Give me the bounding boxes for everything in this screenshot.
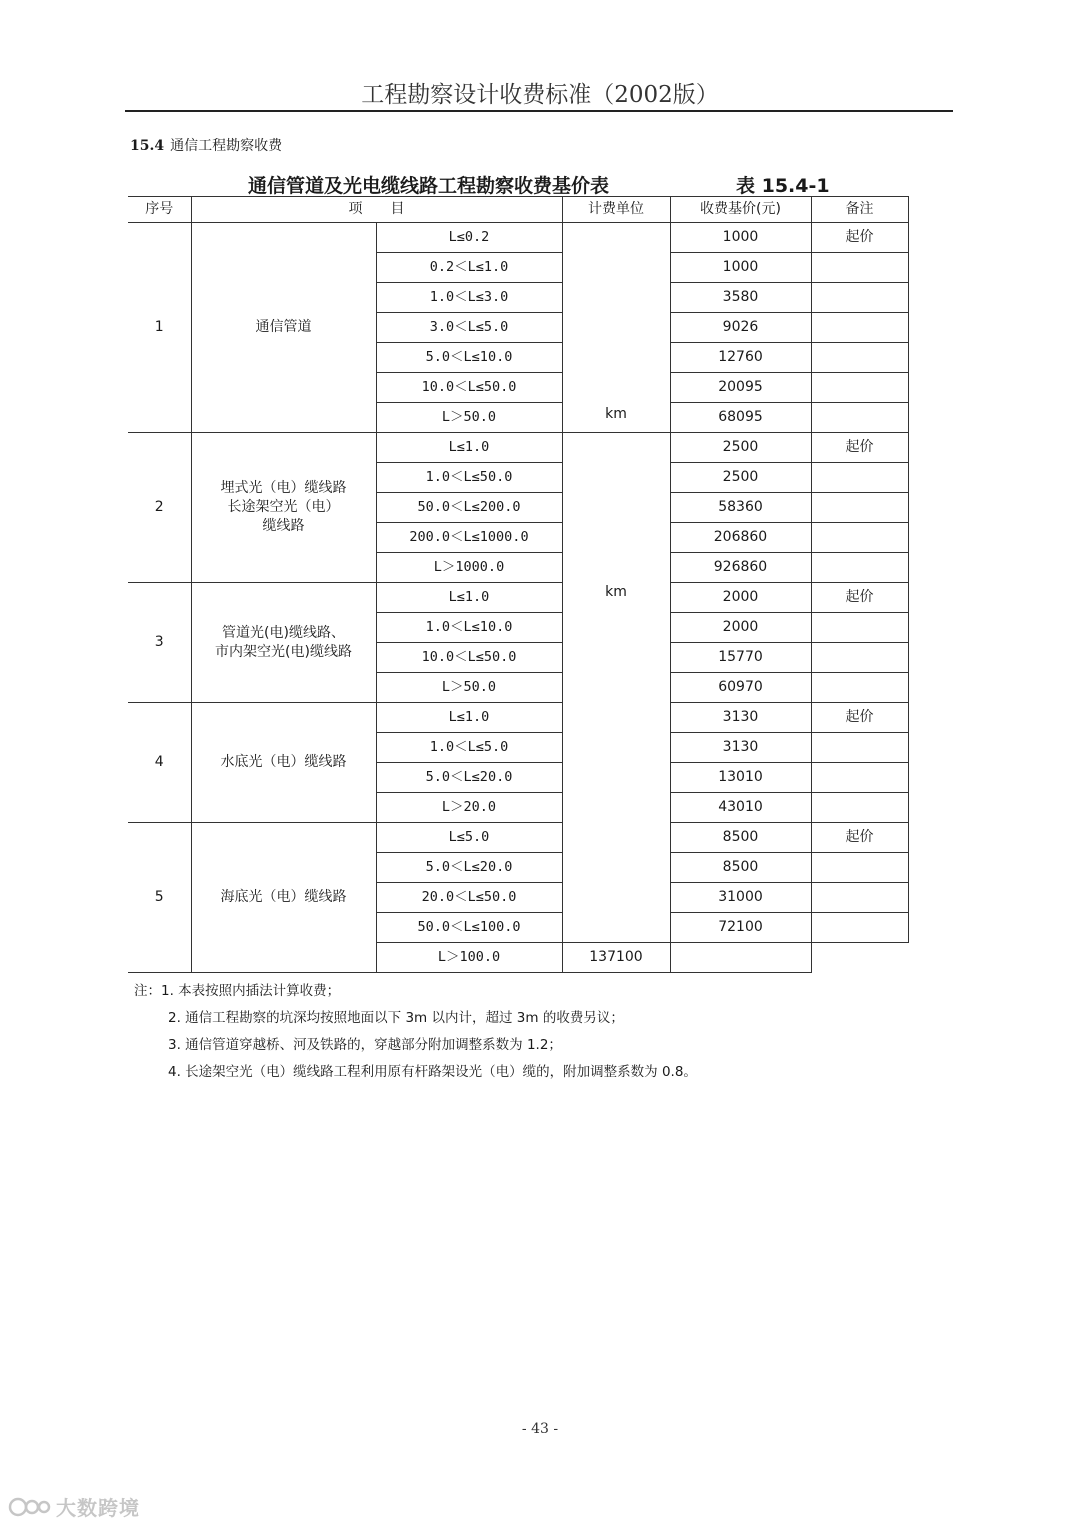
section-number: 15.4 xyxy=(130,138,165,154)
header-price: 收费基价(元) xyxy=(670,197,811,223)
header-seq: 序号 xyxy=(128,197,191,223)
notes-label: 注： xyxy=(134,983,161,999)
price-cell: 2000 xyxy=(670,583,811,613)
remark-cell xyxy=(811,523,908,553)
price-cell: 12760 xyxy=(670,343,811,373)
remark-cell xyxy=(811,793,908,823)
unit-cell xyxy=(562,223,670,433)
remark-cell xyxy=(811,853,908,883)
remark-cell xyxy=(811,733,908,763)
range-cell: 50.0＜L≤200.0 xyxy=(376,493,562,523)
group-name: 通信管道 xyxy=(191,223,376,433)
remark-cell xyxy=(811,463,908,493)
note-item xyxy=(134,978,697,1005)
group-seq: 1 xyxy=(128,223,191,433)
range-cell: 10.0＜L≤50.0 xyxy=(376,643,562,673)
range-cell: 50.0＜L≤100.0 xyxy=(376,913,562,943)
group-seq: 3 xyxy=(128,583,191,703)
price-cell: 8500 xyxy=(670,853,811,883)
remark-cell xyxy=(811,313,908,343)
price-cell: 2500 xyxy=(670,433,811,463)
range-cell: 1.0＜L≤3.0 xyxy=(376,283,562,313)
group-name: 管道光(电)缆线路、 市内架空光(电)缆线路 xyxy=(191,583,376,703)
remark-cell: 起价 xyxy=(811,703,908,733)
group-seq: 4 xyxy=(128,703,191,823)
price-cell: 137100 xyxy=(562,943,670,973)
price-cell: 3130 xyxy=(670,703,811,733)
group-seq: 2 xyxy=(128,433,191,583)
range-cell: 0.2＜L≤1.0 xyxy=(376,253,562,283)
range-cell: L≤1.0 xyxy=(376,433,562,463)
range-cell: 200.0＜L≤1000.0 xyxy=(376,523,562,553)
header-divider xyxy=(125,110,953,112)
range-cell: 3.0＜L≤5.0 xyxy=(376,313,562,343)
price-cell: 1000 xyxy=(670,223,811,253)
remark-cell xyxy=(811,883,908,913)
range-cell: 5.0＜L≤10.0 xyxy=(376,343,562,373)
section-title: 通信工程勘察收费 xyxy=(170,138,283,154)
price-cell: 68095 xyxy=(670,403,811,433)
table-number: 表 15.4-1 xyxy=(736,175,830,197)
note-text: 1. 本表按照内插法计算收费； xyxy=(161,983,341,999)
range-cell: 1.0＜L≤50.0 xyxy=(376,463,562,493)
section-heading xyxy=(130,135,282,155)
group-seq: 5 xyxy=(128,823,191,973)
header-unit: 计费单位 xyxy=(562,197,670,223)
table-notes xyxy=(134,978,697,1086)
remark-cell: 起价 xyxy=(811,823,908,853)
note-text: 4. 长途架空光（电）缆线路工程利用原有杆路架设光（电）缆的，附加调整系数为 0.8。 xyxy=(168,1064,697,1080)
remark-cell xyxy=(811,613,908,643)
price-cell: 1000 xyxy=(670,253,811,283)
price-cell: 58360 xyxy=(670,493,811,523)
table-row xyxy=(128,823,908,853)
page-header-title: 工程勘察设计收费标准（2002版） xyxy=(361,82,719,108)
remark-cell: 起价 xyxy=(811,223,908,253)
remark-cell xyxy=(811,403,908,433)
remark-cell: 起价 xyxy=(811,433,908,463)
group-name: 埋式光（电）缆线路 长途架空光（电） 缆线路 xyxy=(191,433,376,583)
unit-label: km xyxy=(605,584,627,600)
remark-cell xyxy=(811,763,908,793)
table-row xyxy=(128,703,908,733)
price-cell: 2000 xyxy=(670,613,811,643)
range-cell: L≤1.0 xyxy=(376,583,562,613)
note-item xyxy=(134,1005,697,1032)
range-cell: L≤5.0 xyxy=(376,823,562,853)
remark-cell xyxy=(670,943,811,973)
range-cell: L＞1000.0 xyxy=(376,553,562,583)
price-cell: 206860 xyxy=(670,523,811,553)
price-cell: 31000 xyxy=(670,883,811,913)
group-name: 水底光（电）缆线路 xyxy=(191,703,376,823)
remark-cell xyxy=(811,913,908,943)
remark-cell xyxy=(811,643,908,673)
remark-cell xyxy=(811,253,908,283)
range-cell: 1.0＜L≤5.0 xyxy=(376,733,562,763)
price-cell: 43010 xyxy=(670,793,811,823)
range-cell: 20.0＜L≤50.0 xyxy=(376,883,562,913)
price-cell: 9026 xyxy=(670,313,811,343)
range-cell: L≤1.0 xyxy=(376,703,562,733)
watermark-logo-icon xyxy=(8,1495,52,1519)
remark-cell xyxy=(811,343,908,373)
price-cell: 15770 xyxy=(670,643,811,673)
note-item xyxy=(134,1059,697,1086)
range-cell: L＞50.0 xyxy=(376,403,562,433)
table-row xyxy=(128,223,908,253)
range-cell: 10.0＜L≤50.0 xyxy=(376,373,562,403)
remark-cell xyxy=(811,553,908,583)
range-cell: L＞50.0 xyxy=(376,673,562,703)
range-cell: 5.0＜L≤20.0 xyxy=(376,763,562,793)
remark-cell xyxy=(811,673,908,703)
price-cell: 60970 xyxy=(670,673,811,703)
page-number: - 43 - xyxy=(521,1421,559,1437)
range-cell: L＞20.0 xyxy=(376,793,562,823)
price-cell: 926860 xyxy=(670,553,811,583)
unit-label: km xyxy=(605,406,627,423)
note-text: 2. 通信工程勘察的坑深均按照地面以下 3m 以内计，超过 3m 的收费另议； xyxy=(168,1010,624,1026)
range-cell: L≤0.2 xyxy=(376,223,562,253)
fee-table xyxy=(128,196,909,973)
header-remark: 备注 xyxy=(811,197,908,223)
table-header-row xyxy=(128,197,908,223)
remark-cell xyxy=(811,373,908,403)
price-cell: 8500 xyxy=(670,823,811,853)
remark-cell xyxy=(811,283,908,313)
price-cell: 13010 xyxy=(670,763,811,793)
watermark xyxy=(8,1492,140,1521)
header-item: 项 目 xyxy=(191,197,562,223)
table-title: 通信管道及光电缆线路工程勘察收费基价表 xyxy=(248,175,610,197)
price-cell: 2500 xyxy=(670,463,811,493)
note-item xyxy=(134,1032,697,1059)
range-cell: 5.0＜L≤20.0 xyxy=(376,853,562,883)
group-name: 海底光（电）缆线路 xyxy=(191,823,376,973)
price-cell: 3580 xyxy=(670,283,811,313)
price-cell: 20095 xyxy=(670,373,811,403)
remark-cell xyxy=(811,493,908,523)
range-cell: L＞100.0 xyxy=(376,943,562,973)
unit-cell xyxy=(562,433,670,943)
table-row xyxy=(128,583,908,613)
watermark-text: 大数跨境 xyxy=(56,1496,140,1520)
table-row xyxy=(128,433,908,463)
range-cell: 1.0＜L≤10.0 xyxy=(376,613,562,643)
price-cell: 72100 xyxy=(670,913,811,943)
note-text: 3. 通信管道穿越桥、河及铁路的，穿越部分附加调整系数为 1.2； xyxy=(168,1037,562,1053)
price-cell: 3130 xyxy=(670,733,811,763)
table-body xyxy=(128,223,908,973)
remark-cell: 起价 xyxy=(811,583,908,613)
